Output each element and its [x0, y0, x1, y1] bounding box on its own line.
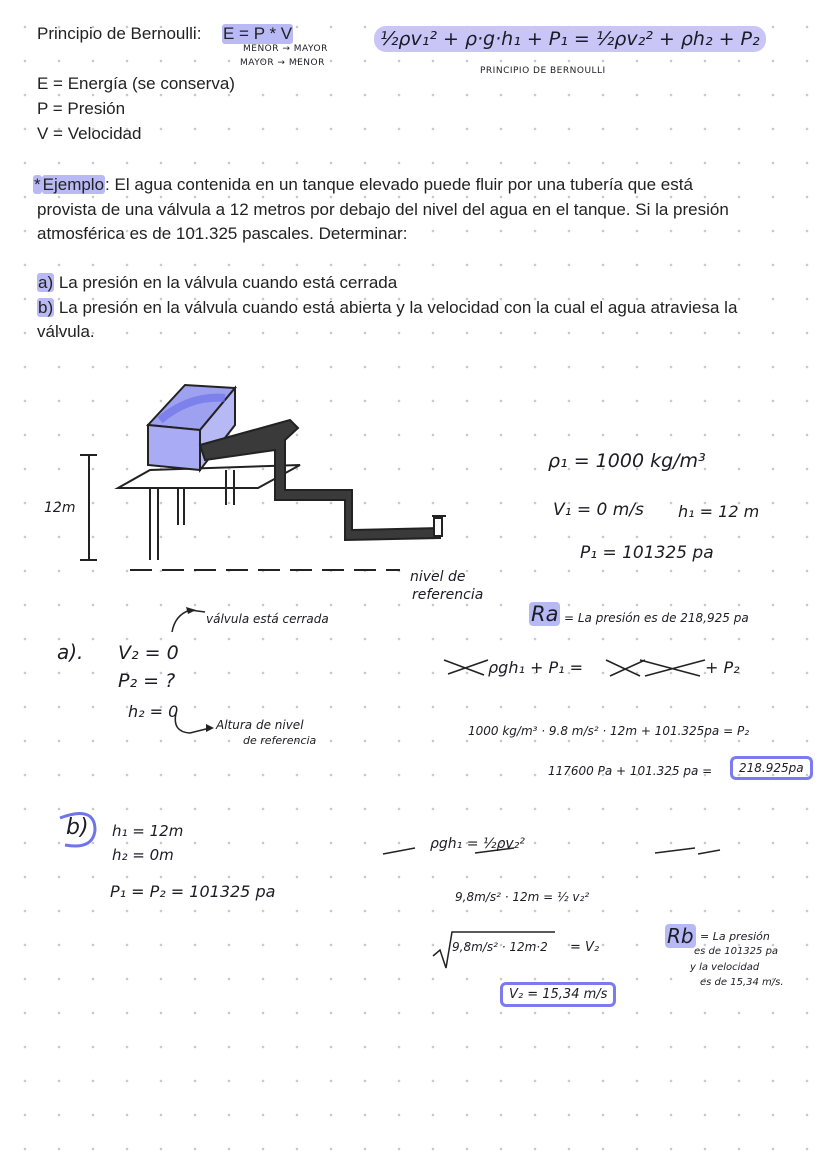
question-b-line-2: válvula. — [37, 322, 95, 341]
valve — [432, 516, 446, 536]
example-marker: * — [34, 175, 41, 194]
part-a-result: 218.925pa — [730, 756, 813, 780]
part-a-p2: P₂ = ? — [118, 670, 176, 692]
part-a-label: a). — [57, 640, 84, 664]
pipe — [200, 420, 440, 540]
part-b-result: V₂ = 15,34 m/s — [500, 982, 616, 1007]
answer-b-tag-text: Rb — [667, 924, 694, 948]
note-menor-mayor: MENOR → MAYOR — [243, 44, 328, 54]
part-b-h2: h₂ = 0m — [112, 846, 174, 864]
given-p1: P₁ = 101325 pa — [580, 543, 714, 563]
part-a-v2: V₂ = 0 — [118, 642, 179, 664]
answer-a-tag-text: Ra — [531, 602, 559, 626]
note-mayor-menor: MAYOR → MENOR — [240, 58, 325, 68]
definition-velocity: V = Velocidad — [37, 124, 142, 143]
valve-closed-note: válvula está cerrada — [206, 612, 329, 626]
part-a-sum: 117600 Pa + 101.325 pa = — [548, 764, 713, 778]
bernoulli-short-formula: E = P * V — [223, 24, 293, 43]
part-b-pressure-equality: P₁ = P₂ = 101325 pa — [110, 882, 276, 901]
part-b-sqrt-rhs: = V₂ — [570, 940, 600, 955]
bernoulli-equation: ½ρv₁² + ρ·g·h₁ + P₁ = ½ρv₂² + ρh₂ + P₂ — [374, 26, 766, 52]
height-label: 12m — [44, 500, 76, 516]
height-reference-note-1: Altura de nivel — [216, 718, 304, 732]
answer-b-tag — [665, 924, 696, 948]
part-a-h2: h₂ = 0 — [128, 702, 179, 721]
given-h1: h₁ = 12 m — [678, 502, 760, 521]
part-b-label: b) — [66, 815, 89, 840]
reference-label-1: nivel de — [410, 569, 466, 585]
question-b-text: La presión en la válvula cuando está abierta y la velocidad con la cual el agua atraviesa la — [54, 298, 738, 317]
height-bracket — [80, 455, 97, 560]
question-a-label: a) — [38, 273, 54, 292]
example-label: Ejemplo — [42, 175, 105, 194]
answer-a-text: = La presión es de 218,925 pa — [564, 611, 749, 625]
answer-a-tag — [529, 602, 560, 626]
definition-pressure: P = Presión — [37, 99, 126, 118]
answer-b-line-4: es de 15,34 m/s. — [700, 977, 784, 988]
bernoulli-caption: PRINCIPIO DE BERNOULLI — [480, 66, 606, 76]
example-text-1: : El agua contenida en un tanque elevado puede fluir por una tubería que está — [105, 175, 693, 194]
height-note-arrow — [175, 713, 210, 733]
part-a-substitution: 1000 kg/m³ · 9.8 m/s² · 12m + 101.325pa = P₂ — [468, 724, 750, 738]
part-b-step: 9,8m/s² · 12m = ½ v₂² — [455, 890, 590, 904]
definition-energy: E = Energía (se conserva) — [37, 74, 235, 93]
question-b-label: b) — [38, 298, 54, 317]
answer-b-line-3: y la velocidad — [690, 962, 760, 973]
question-a-text: La presión en la válvula cuando está cerrada — [54, 273, 398, 292]
part-b-equation: ρgh₁ = ½ρv₂² — [430, 836, 525, 852]
height-reference-note-2: de referencia — [243, 734, 317, 747]
part-b-h1: h₁ = 12m — [112, 822, 184, 840]
page-title: Principio de Bernoulli: — [37, 24, 202, 43]
part-a-equation-rhs: + P₂ — [705, 658, 740, 677]
answer-b-line-2: es de 101325 pa — [694, 946, 779, 957]
given-v1: V₁ = 0 m/s — [553, 500, 644, 520]
answer-b-line-1: = La presión — [700, 930, 770, 943]
reference-label-2: referencia — [412, 587, 484, 603]
example-line-3: atmosférica es de 101.325 pascales. Determinar: — [37, 224, 408, 243]
example-line-2: provista de una válvula a 12 metros por debajo del nivel del agua en el tanque. Si la presión — [37, 200, 729, 219]
part-b-sqrt-expression: 9,8m/s² · 12m·2 — [452, 940, 548, 954]
part-a-equation: ρgh₁ + P₁ = — [488, 658, 583, 677]
tank-platform — [118, 465, 300, 560]
given-density: ρ₁ = 1000 kg/m³ — [548, 450, 706, 472]
